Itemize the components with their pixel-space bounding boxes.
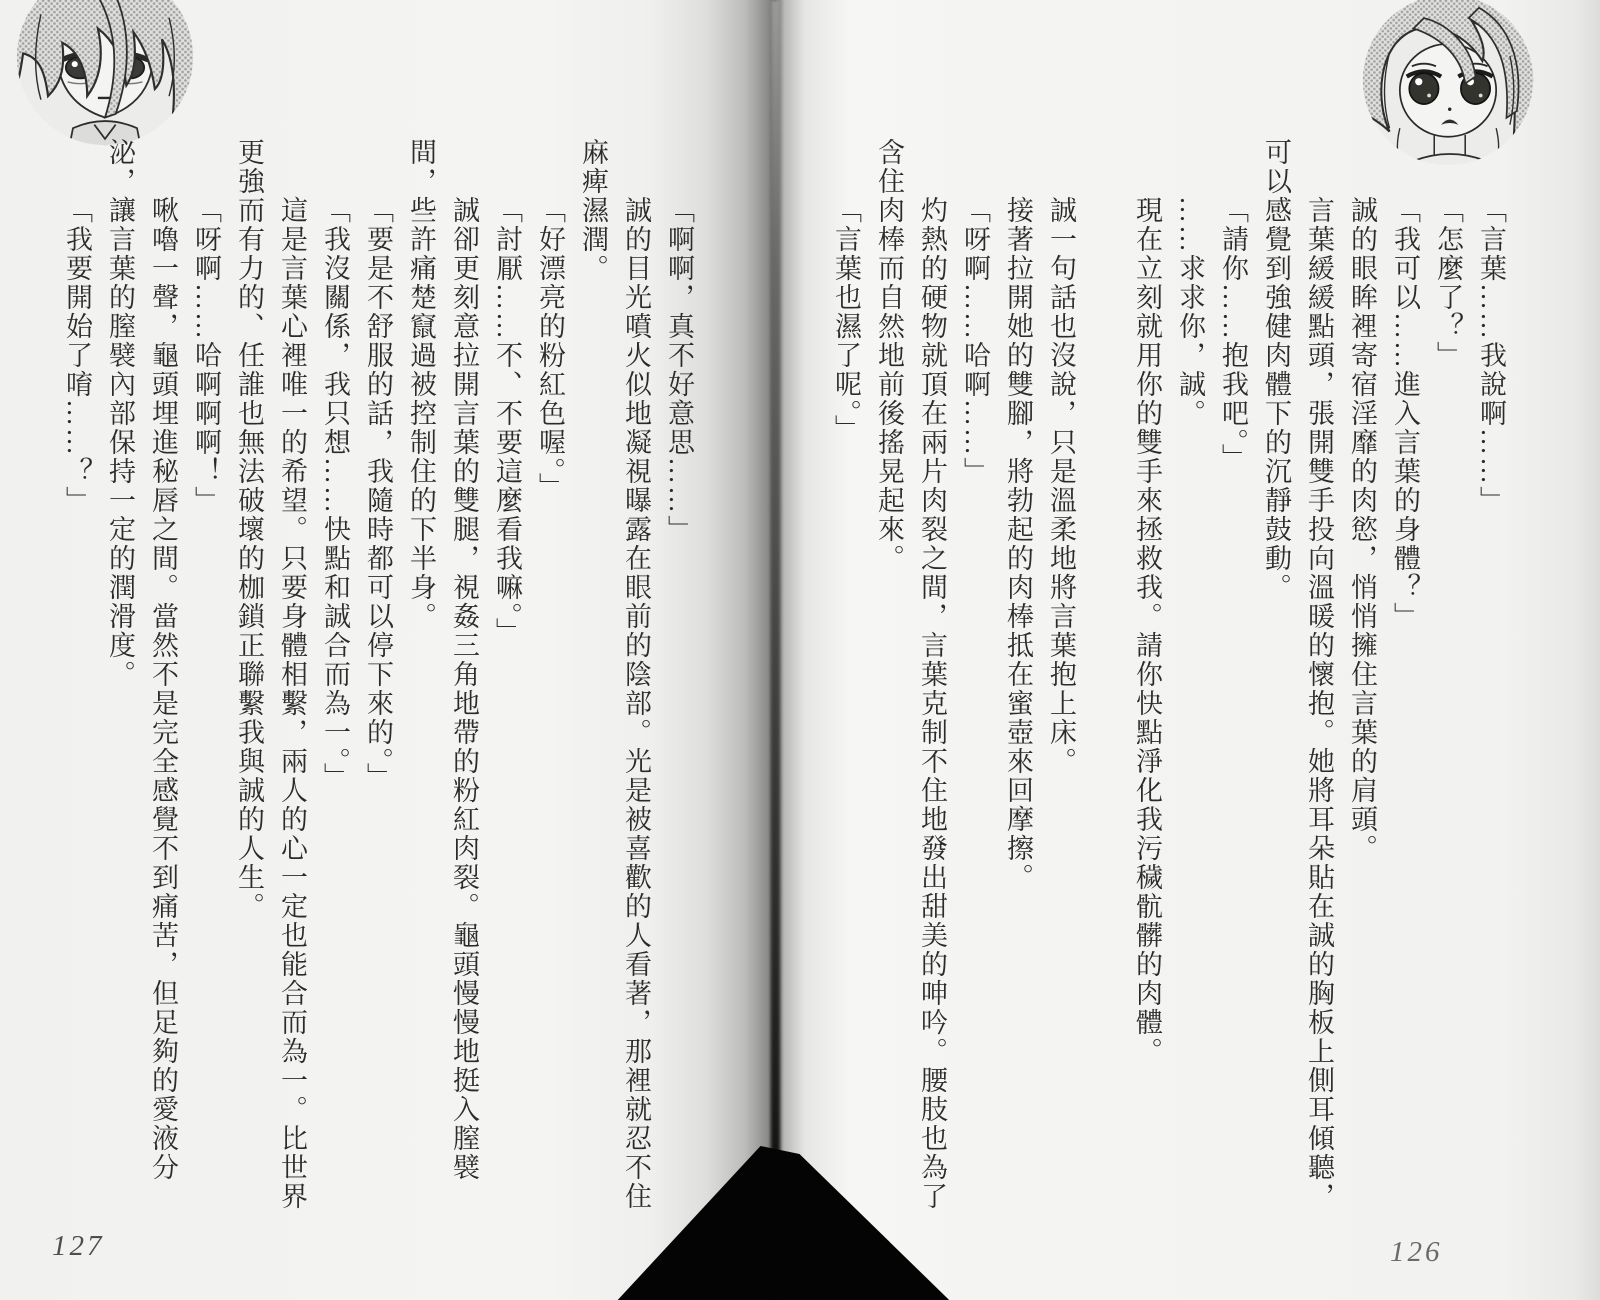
text-column: 誠一句話也沒說，只是溫柔地將言葉抱上床。 bbox=[1046, 196, 1076, 776]
text-column: 泌，讓言葉的膣襞內部保持一定的潤滑度。 bbox=[105, 138, 135, 689]
text-column: 這是言葉心裡唯一的希望。只要身體相繫，兩人的心一定也能合而為一。比世界 bbox=[277, 196, 307, 1211]
text-column: 言葉緩緩點頭，張開雙手投向溫暖的懷抱。她將耳朵貼在誠的胸板上側耳傾聽， bbox=[1304, 196, 1334, 1211]
blank-column bbox=[1082, 138, 1125, 1258]
text-column: 「要是不舒服的話，我隨時都可以停下來的。」 bbox=[363, 196, 393, 792]
page-number: 126 bbox=[1390, 1236, 1443, 1268]
text-column: 「我可以……進入言葉的身體？」 bbox=[1390, 196, 1420, 631]
avatar bbox=[16, 0, 194, 146]
text-column: ……求求你，誠。 bbox=[1175, 196, 1205, 428]
text-column: 「我要開始了唷……？」 bbox=[62, 196, 92, 515]
text-column: 灼熱的硬物就頂在兩片肉裂之間，言葉克制不住地發出甜美的呻吟。腰肢也為了 bbox=[917, 196, 947, 1211]
anime-girl-face-sad-icon bbox=[16, 0, 194, 146]
book-gutter bbox=[771, 0, 780, 1300]
text-column: 「呀啊……哈啊……」 bbox=[960, 196, 990, 486]
page-number: 127 bbox=[52, 1230, 105, 1262]
text-column: 現在立刻就用你的雙手來拯救我。請你快點淨化我污穢骯髒的肉體。 bbox=[1132, 196, 1162, 1066]
text-column: 誠的目光噴火似地凝視曝露在眼前的陰部。光是被喜歡的人看著，那裡就忍不住 bbox=[621, 196, 651, 1211]
text-column: 間，些許痛楚竄過被控制住的下半身。 bbox=[406, 138, 436, 631]
text-column: 「我沒關係，我只想……快點和誠合而為一。」 bbox=[320, 196, 350, 792]
text-column: 「呀啊……哈啊啊啊！」 bbox=[191, 196, 221, 515]
text-column: 「啊啊，真不好意思……」 bbox=[664, 196, 694, 544]
text-column: 啾嚕一聲，龜頭埋進秘唇之間。當然不是完全感覺不到痛苦，但足夠的愛液分 bbox=[148, 196, 178, 1182]
text-column: 「討厭……不、不要這麼看我嘛。」 bbox=[492, 196, 522, 647]
vertical-text-block-left bbox=[55, 138, 700, 1258]
text-column: 更強而有力的、任誰也無法破壞的枷鎖正聯繫我與誠的人生。 bbox=[234, 138, 264, 921]
text-column: 接著拉開她的雙腳，將勃起的肉棒抵在蜜壺來回摩擦。 bbox=[1003, 196, 1033, 892]
text-column: 「言葉也濕了呢。」 bbox=[831, 196, 861, 444]
text-column: 誠卻更刻意拉開言葉的雙腿，視姦三角地帶的粉紅肉裂。龜頭慢慢地挺入膣襞 bbox=[449, 196, 479, 1182]
text-column: 「好漂亮的粉紅色喔。」 bbox=[535, 196, 565, 502]
text-column: 麻痺濕潤。 bbox=[578, 138, 608, 283]
text-column: 誠的眼眸裡寄宿淫靡的肉慾，悄悄擁住言葉的肩頭。 bbox=[1347, 196, 1377, 863]
text-column: 「請你……抱我吧。」 bbox=[1218, 196, 1248, 473]
text-column: 含住肉棒而自然地前後搖晃起來。 bbox=[874, 138, 904, 573]
text-column: 「言葉……我說啊……」 bbox=[1476, 196, 1506, 515]
text-column: 可以感覺到強健肉體下的沉靜鼓動。 bbox=[1261, 138, 1291, 602]
vertical-text-block-right bbox=[824, 138, 1512, 1258]
text-column: 「怎麼了？」 bbox=[1433, 196, 1463, 370]
